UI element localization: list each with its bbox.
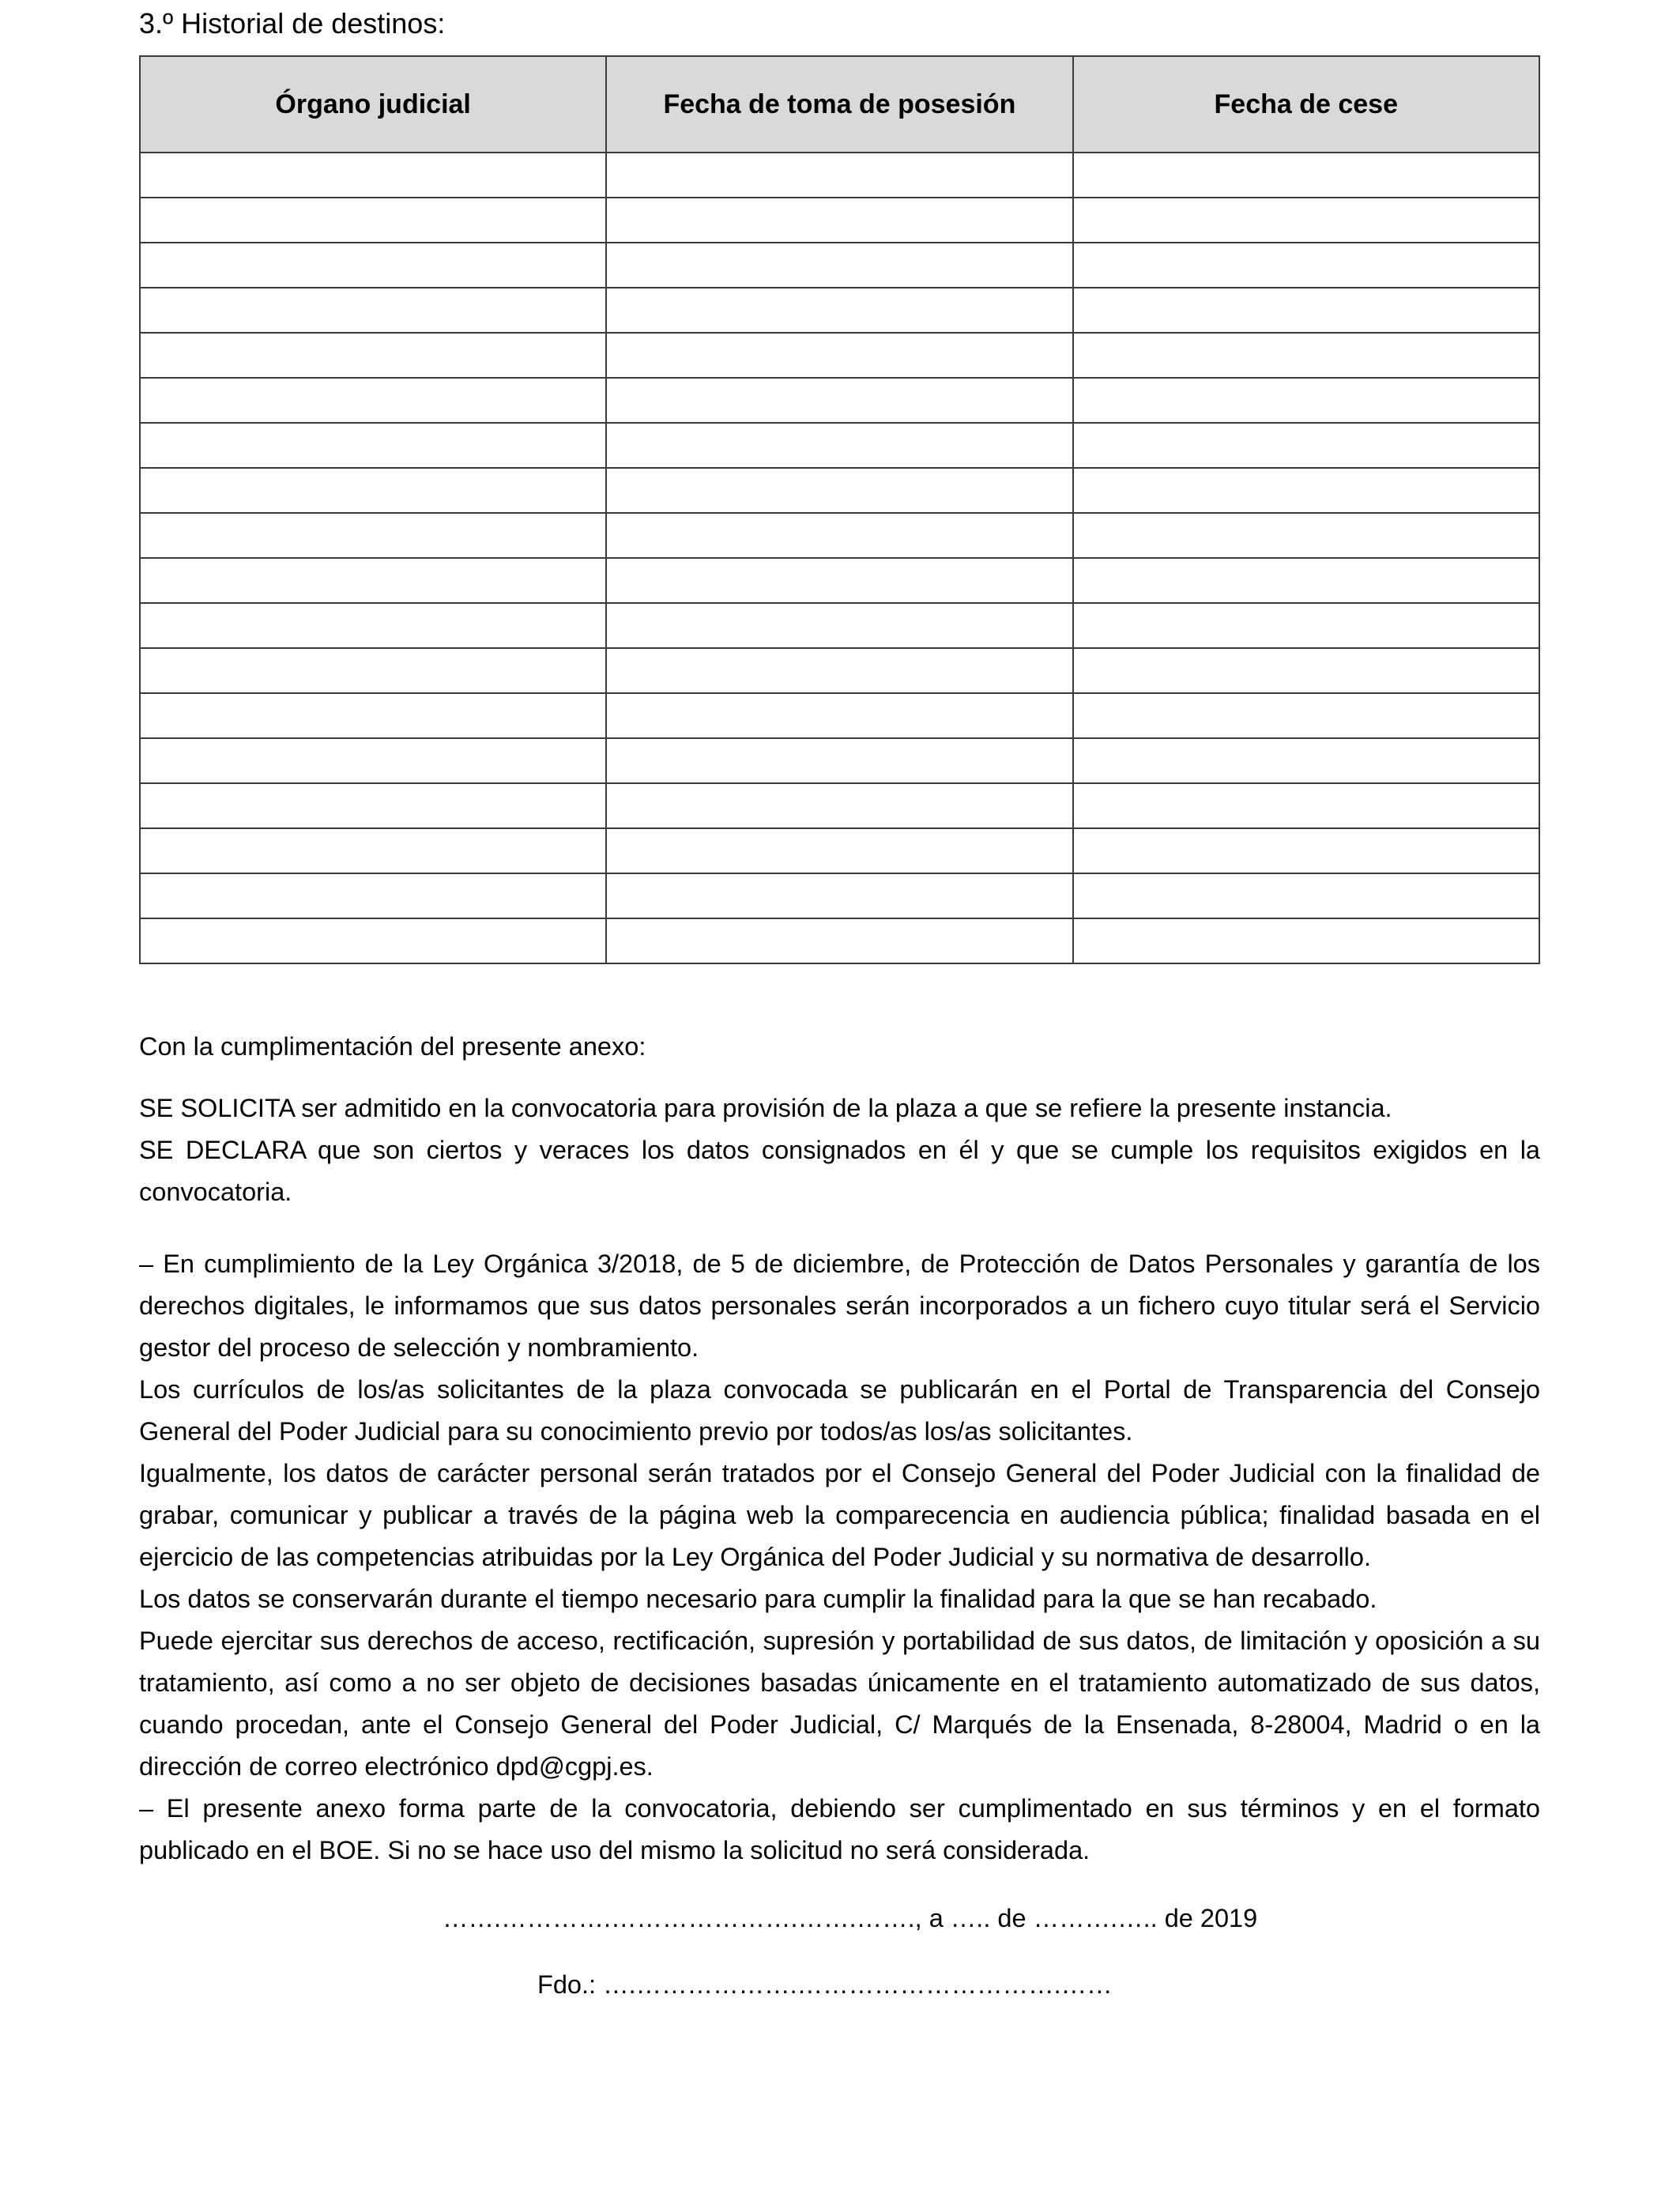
cell-fecha-cese[interactable] (1073, 873, 1539, 918)
header-organo-judicial: Órgano judicial (140, 56, 606, 153)
destinations-table (139, 55, 1540, 964)
table-row (140, 378, 1539, 423)
cell-organo-judicial[interactable] (140, 153, 606, 198)
cell-organo-judicial[interactable] (140, 378, 606, 423)
signature-line: Fdo.: ….……………….………………………….…… (537, 1970, 1113, 1999)
cell-fecha-cese[interactable] (1073, 198, 1539, 243)
cell-organo-judicial[interactable] (140, 198, 606, 243)
cell-organo-judicial[interactable] (140, 873, 606, 918)
cell-fecha-toma-posesion[interactable] (606, 198, 1072, 243)
cell-fecha-toma-posesion[interactable] (606, 873, 1072, 918)
cell-fecha-cese[interactable] (1073, 783, 1539, 828)
paragraph-personal-data-use: Igualmente, los datos de carácter personal serán tratados por el Consejo General del Poder Judicial con la finalidad de grabar, comunicar y publicar a través de la página web la comparecencia en audiencia pública; finalidad basada en el ejercicio de las competencias atribuidas por la Ley Orgánica del Poder Judicial y su normativa de desarrollo. (139, 1459, 1540, 1571)
cell-fecha-cese[interactable] (1073, 648, 1539, 693)
cell-fecha-cese[interactable] (1073, 828, 1539, 873)
cell-organo-judicial[interactable] (140, 243, 606, 288)
section-title: 3.º Historial de destinos: (139, 7, 446, 40)
table-row (140, 918, 1539, 963)
cell-fecha-toma-posesion[interactable] (606, 783, 1072, 828)
table-row (140, 333, 1539, 378)
cell-fecha-cese[interactable] (1073, 603, 1539, 648)
cell-organo-judicial[interactable] (140, 288, 606, 333)
cell-fecha-toma-posesion[interactable] (606, 693, 1072, 738)
table-row (140, 513, 1539, 558)
cell-fecha-toma-posesion[interactable] (606, 603, 1072, 648)
cell-fecha-cese[interactable] (1073, 153, 1539, 198)
cell-fecha-toma-posesion[interactable] (606, 648, 1072, 693)
cell-fecha-toma-posesion[interactable] (606, 918, 1072, 963)
cell-organo-judicial[interactable] (140, 648, 606, 693)
cell-fecha-cese[interactable] (1073, 333, 1539, 378)
intro-text: Con la cumplimentación del presente anexo: (139, 1032, 646, 1061)
cell-organo-judicial[interactable] (140, 738, 606, 783)
cell-fecha-cese[interactable] (1073, 513, 1539, 558)
cell-organo-judicial[interactable] (140, 558, 606, 603)
cell-organo-judicial[interactable] (140, 693, 606, 738)
cell-fecha-cese[interactable] (1073, 738, 1539, 783)
cell-fecha-cese[interactable] (1073, 468, 1539, 513)
cell-fecha-cese[interactable] (1073, 693, 1539, 738)
cell-fecha-toma-posesion[interactable] (606, 378, 1072, 423)
cell-fecha-toma-posesion[interactable] (606, 558, 1072, 603)
paragraph-retention: Los datos se conservarán durante el tiempo necesario para cumplir la finalidad para la que se han recabado. (139, 1585, 1377, 1613)
header-fecha-cese: Fecha de cese (1073, 56, 1539, 153)
table-row (140, 153, 1539, 198)
table-row (140, 243, 1539, 288)
table-row (140, 693, 1539, 738)
cell-fecha-cese[interactable] (1073, 378, 1539, 423)
table-row (140, 738, 1539, 783)
cell-organo-judicial[interactable] (140, 468, 606, 513)
table-row (140, 873, 1539, 918)
cell-fecha-toma-posesion[interactable] (606, 243, 1072, 288)
cell-fecha-toma-posesion[interactable] (606, 333, 1072, 378)
table-row (140, 603, 1539, 648)
cell-fecha-toma-posesion[interactable] (606, 288, 1072, 333)
cell-organo-judicial[interactable] (140, 603, 606, 648)
paragraph-annex-format: – El presente anexo forma parte de la convocatoria, debiendo ser cumplimentado en sus términos y en el formato publicado en el BOE. Si no se hace uso del mismo la solicitud no será considerada. (139, 1794, 1540, 1864)
request-declaration-block (139, 1088, 1540, 1213)
declara-text: SE DECLARA que son ciertos y veraces los datos consignados en él y que se cumple los requisitos exigidos en la convocatoria. (139, 1136, 1540, 1206)
cell-fecha-cese[interactable] (1073, 423, 1539, 468)
paragraph-data-protection: – En cumplimiento de la Ley Orgánica 3/2018, de 5 de diciembre, de Protección de Datos Personales y garantía de los derechos digitales, le informamos que sus datos personales serán incorporados a un fichero cuyo titular será el Servicio gestor del proceso de selección y nombramiento. (139, 1250, 1540, 1362)
table-row (140, 828, 1539, 873)
table-row (140, 423, 1539, 468)
cell-organo-judicial[interactable] (140, 828, 606, 873)
cell-fecha-toma-posesion[interactable] (606, 423, 1072, 468)
cell-fecha-toma-posesion[interactable] (606, 153, 1072, 198)
table-body (140, 153, 1539, 963)
cell-fecha-cese[interactable] (1073, 918, 1539, 963)
table-row (140, 648, 1539, 693)
cell-organo-judicial[interactable] (140, 513, 606, 558)
cell-fecha-toma-posesion[interactable] (606, 468, 1072, 513)
table-row (140, 558, 1539, 603)
header-fecha-toma-posesion: Fecha de toma de posesión (606, 56, 1072, 153)
table-row (140, 783, 1539, 828)
table-row (140, 198, 1539, 243)
cell-fecha-toma-posesion[interactable] (606, 513, 1072, 558)
solicita-text: SE SOLICITA ser admitido en la convocatoria para provisión de la plaza a que se refiere la presente instancia. (139, 1094, 1392, 1122)
paragraph-curricula: Los currículos de los/as solicitantes de la plaza convocada se publicarán en el Portal de Transparencia del Consejo General del Poder Judicial para su conocimiento previo por todos/as los/as solicitantes. (139, 1375, 1540, 1446)
cell-organo-judicial[interactable] (140, 918, 606, 963)
cell-fecha-cese[interactable] (1073, 288, 1539, 333)
cell-fecha-toma-posesion[interactable] (606, 738, 1072, 783)
cell-fecha-toma-posesion[interactable] (606, 828, 1072, 873)
place-date-line: …….………….………………….…….……., a ….. de ……….….. de 2019 (443, 1904, 1258, 1932)
table-row (140, 468, 1539, 513)
cell-organo-judicial[interactable] (140, 423, 606, 468)
cell-fecha-cese[interactable] (1073, 243, 1539, 288)
paragraph-rights: Puede ejercitar sus derechos de acceso, rectificación, supresión y portabilidad de sus datos, de limitación y oposición a su tratamiento, así como a no ser objeto de decisiones basadas únicamente en el tratamiento automatizado de sus datos, cuando procedan, ante el Consejo General del Poder Judicial, C/ Marqués de la Ensenada, 8-28004, Madrid o en la dirección de correo electrónico dpd@cgpj.es. (139, 1627, 1540, 1781)
cell-organo-judicial[interactable] (140, 783, 606, 828)
cell-organo-judicial[interactable] (140, 333, 606, 378)
table-row (140, 288, 1539, 333)
cell-fecha-cese[interactable] (1073, 558, 1539, 603)
data-protection-block (139, 1243, 1540, 1872)
table-header-row (140, 56, 1539, 153)
